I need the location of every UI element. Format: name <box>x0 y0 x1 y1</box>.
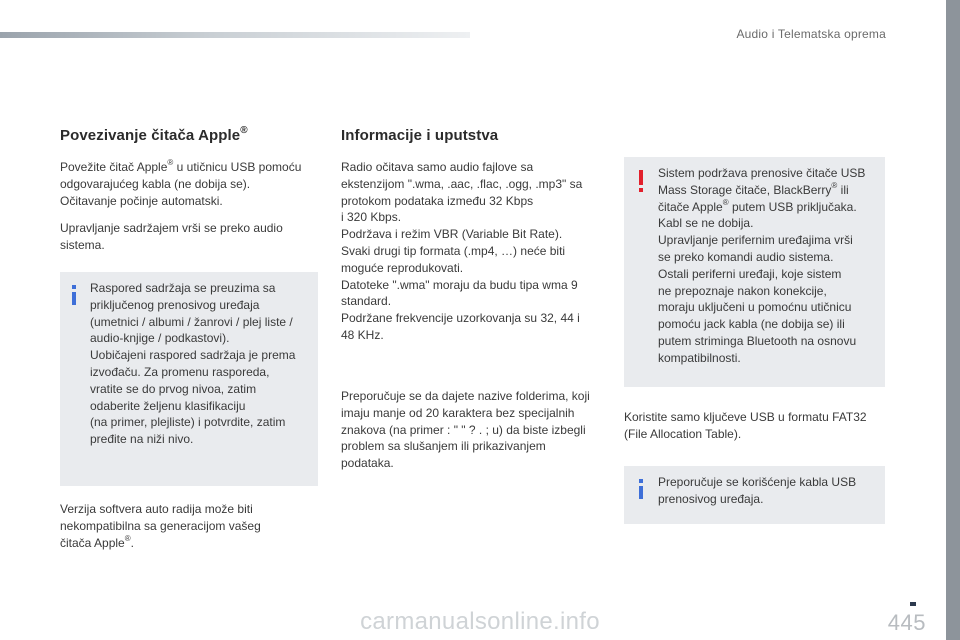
section-title: Audio i Telematska oprema <box>736 27 886 41</box>
info-box-ordering: Raspored sadržaja se preuzima sa priključenog prenosivog uređaja (umetnici / albumi / žanrovi / plej liste / audio-knjige / podkastovi). Uobičajeni raspored sadržaja je prema izvođaču. Za promenu rasporeda, vratite se do prvog nivoa, zatim odaberite željenu klasifikaciju (na primer, plejliste) i potvrdite, zatim pređite na niži nivo. <box>60 272 318 486</box>
page-marker <box>910 602 916 606</box>
info-icon <box>72 292 76 305</box>
para-content-control: Upravljanje sadržajem vrši se preko audio sistema. <box>60 221 283 252</box>
para-fat32: Koristite samo ključeve USB u formatu FAT32 (File Allocation Table). <box>624 410 867 441</box>
header-decor-bar <box>0 32 470 38</box>
para-connect-apple: Povežite čitač Apple® u utičnicu USB pomoću odgovarajućeg kabla (ne dobija se). Očitavanje počinje automatski. <box>60 158 302 208</box>
info-icon <box>639 486 643 499</box>
watermark: carmanualsonline.info <box>360 608 600 635</box>
warning-icon <box>639 170 643 185</box>
page-number: 445 <box>887 610 926 635</box>
heading-info-instructions: Informacije i uputstva <box>341 127 499 144</box>
para-folder-names: Preporučuje se da dajete nazive folderima, koji imaju manje od 20 karaktera bez specijalnih znakova (na primer : " " ? . ; u) da biste izbegli problem sa slušanjem ili prikazivanjem podataka. <box>341 389 590 471</box>
warning-box-usb: Sistem podržava prenosive čitače USB Mass Storage čitače, BlackBerry® ili čitače Apple® putem USB priključaka. Kabl se ne dobija. Upravljanje perifernim uređajima vrši se preko komandi audio sistema. Ostali periferni uređaji, koje sistem ne prepoznaje nakon konekcije, moraju uključeni u pomoćnu utičnicu pomoću jack kabla (ne dobija se) ili putem strimingа Bluetooth na osnovu kompatibilnosti. <box>624 157 885 387</box>
para-software-compat: Verzija softvera auto radija može biti nekompatibilna sa generacijom vašeg čitača Apple®. <box>60 502 261 550</box>
para-audio-formats: Radio očitava samo audio fajlove sa ekstenzijom ".wma, .aac, .flac, .ogg, .mp3" sa protokom podataka između 32 Kbps i 320 Kbps. Podržava i režim VBR (Variable Bit Rate). Svaki drugi tip formata (.mp4, …) neće biti moguće reprodukovati. Datoteke ".wma" moraju da budu tipa wma 9 standard. Podržane frekvencije uzorkovanja su 32, 44 i 48 KHz. <box>341 160 583 342</box>
column-apple <box>60 125 318 145</box>
info-box-cable: Preporučuje se korišćenje kabla USB prenosivog uređaja. <box>624 466 885 524</box>
column-info <box>341 128 609 145</box>
heading-apple-connection: Povezivanje čitača Apple® <box>60 125 248 144</box>
side-tab-bar <box>946 0 960 640</box>
